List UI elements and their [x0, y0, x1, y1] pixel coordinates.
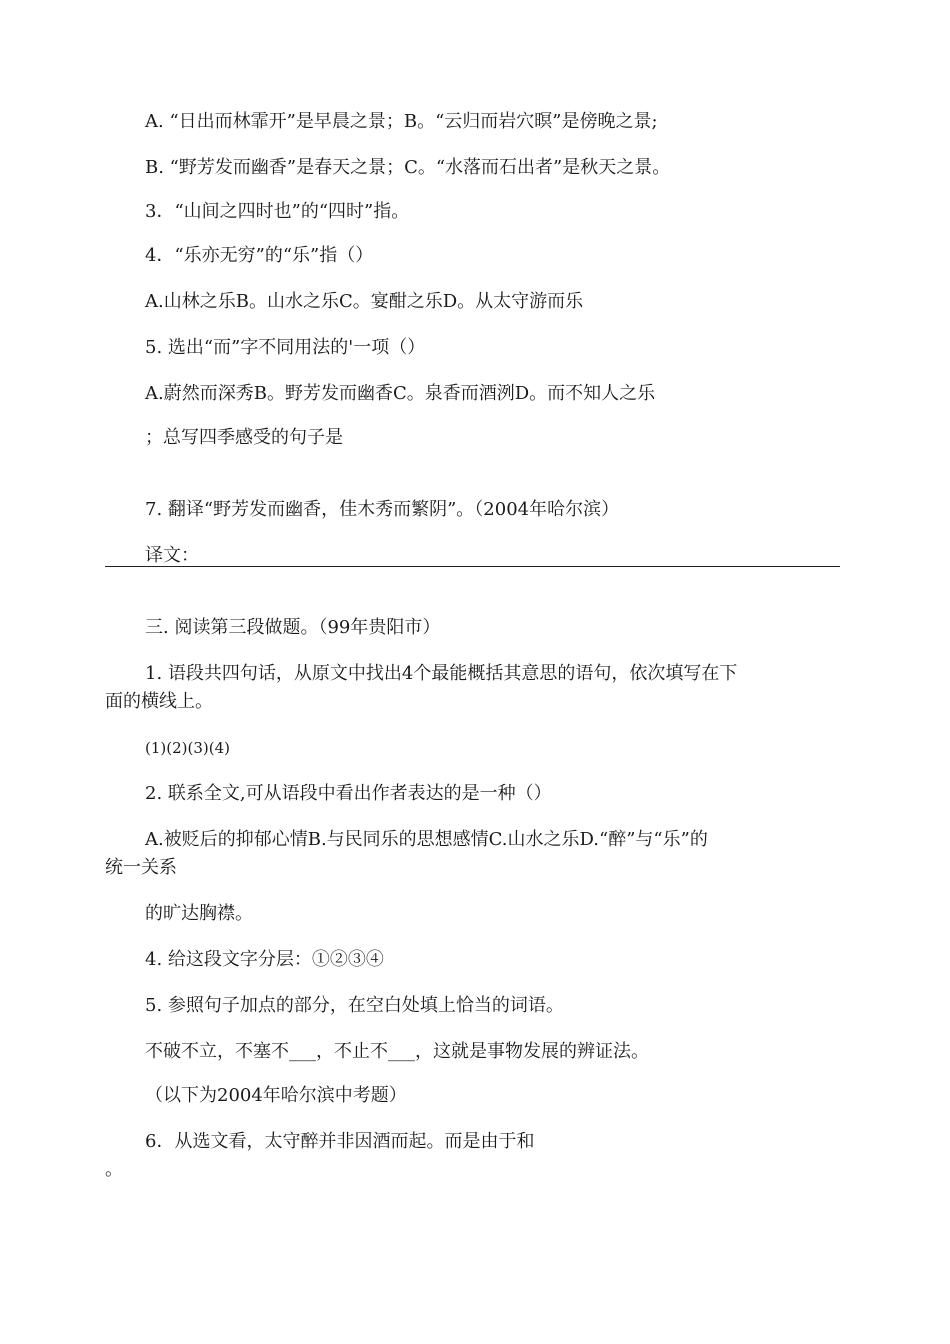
question-7: 7. 翻译“野芳发而幽香，佳木秀而繁阴”。（2004年哈尔滨）: [145, 499, 620, 520]
option-line-b-spring-autumn: B. “野芳发而幽香”是春天之景；C。“水落而石出者”是秋天之景。: [145, 157, 671, 178]
exam-note: （以下为2004年哈尔滨中考题）: [145, 1085, 407, 1106]
trailing-period: 。: [105, 1159, 123, 1180]
seasons-sentence-line: ；总写四季感受的句子是: [145, 427, 343, 448]
question-4-options: A.山林之乐B。山水之乐C。宴酣之乐D。从太守游而乐: [145, 291, 584, 312]
question-4: 4．“乐亦无穷”的“乐”指（）: [145, 245, 374, 266]
section-3-question-1: 1. 语段共四句话，从原文中找出4个最能概括其意思的语句，依次填写在下: [145, 663, 738, 684]
section-3-question-5: 5. 参照句子加点的部分，在空白处填上恰当的词语。: [145, 995, 564, 1016]
blank-numbers: (1)(2)(3)(4): [145, 739, 230, 757]
section-3-question-1-cont: 面的横线上。: [105, 691, 213, 712]
question-5-options: A.蔚然而深秀B。野芳发而幽香C。泉香而酒洌D。而不知人之乐: [145, 383, 656, 404]
question-3: 3．“山间之四时也”的“四时”指。: [145, 201, 410, 222]
section-3-question-2: 2. 联系全文,可从语段中看出作者表达的是一种（）: [145, 783, 552, 804]
section-3-question-4: 4. 给这段文字分层：①②③④: [145, 949, 384, 970]
answer-rule: [105, 566, 840, 567]
section-3-question-2-options: A.被贬后的抑郁心情B.与民同乐的思想感情C.山水之乐D.“醉”与“乐”的: [145, 829, 708, 850]
question-6: 6．从选文看，太守醉并非因酒而起。而是由于和: [145, 1131, 535, 1152]
fill-blank-sentence: 不破不立，不塞不___，不止不___，这就是事物发展的辨证法。: [145, 1041, 649, 1062]
section-3-question-2-options-cont: 统一关系: [105, 857, 177, 878]
translation-label: 译文：: [145, 545, 199, 566]
option-line-a-morning-evening: A. “日出而林霏开”是早晨之景；B。“云归而岩穴暝”是傍晚之景;: [145, 111, 658, 132]
question-5: 5. 选出“而”字不同用法的'一项（）: [145, 337, 426, 358]
section-3-heading: 三. 阅读第三段做题。（99年贵阳市）: [145, 617, 441, 638]
broad-mind-line: 的旷达胸襟。: [145, 903, 253, 924]
